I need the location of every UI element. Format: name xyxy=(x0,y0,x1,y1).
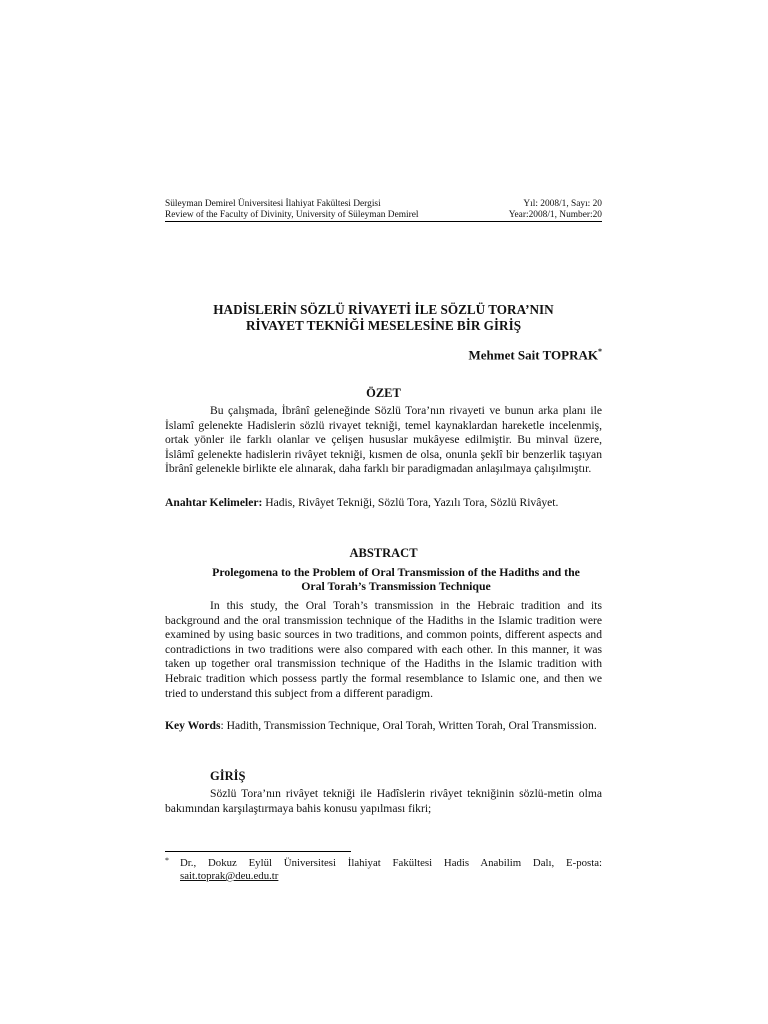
ozet-keywords-text: Hadis, Rivâyet Tekniği, Sözlü Tora, Yazılı Tora, Sözlü Rivâyet. xyxy=(262,496,559,509)
abstract-paragraph xyxy=(165,599,602,701)
abstract-heading: ABSTRACT xyxy=(349,546,418,560)
author-name xyxy=(468,347,602,363)
ozet-keywords-label: Anahtar Kelimeler: xyxy=(165,496,263,509)
ozet-heading: ÖZET xyxy=(366,386,401,400)
footnote xyxy=(165,857,602,883)
issue-info-tr: Yıl: 2008/1, Sayı: 20 xyxy=(523,199,602,209)
abstract-subtitle xyxy=(190,565,602,593)
abstract-text: In this study, the Oral Torah’s transmission in the Hebraic tradition and its background and the oral transmission technique of the Hadiths in the Islamic tradition were examined by using basic sources in two traditions, and common points, different aspects and contradictions in two traditions were also compared with each other. In this manner, it was taken up together oral transmission technique of the Hadiths in the Islamic tradition with Hebraic tradition which possess partly the formal resemblance to Islamic one, and then we tried to understand this subject from a different paradigm. xyxy=(165,599,602,700)
ozet-keywords xyxy=(165,496,602,511)
journal-header-en xyxy=(165,210,602,222)
ozet-text: Bu çalışmada, İbrânî geleneğinde Sözlü Tora’nın rivayeti ve bunun arka planı ile İslamî gelenekte Hadislerin sözlü rivayet tekniği, temel kaynaklardan hareketle incelenmiş, ortak yönler ile farklı olanlar ve çelişen hususlar mukâyese edilmiştir. Bu minval üzere, İslâmî gelenekte hadislerin rivâyet tekniği, kısmen de olsa, onunla şeklî bir benzerlik taşıyan İbrânî gelenekle birlikte ele alınarak, daha farklı bir paradigmadan anlaşılmaya çalışılmıştır. xyxy=(165,404,602,476)
author-text: Mehmet Sait TOPRAK xyxy=(468,347,598,363)
footnote-email-link[interactable]: sait.toprak@deu.edu.tr xyxy=(180,869,279,882)
ozet-paragraph xyxy=(165,404,602,477)
footnote-mark: * xyxy=(165,856,169,865)
title-line-2: RİVAYET TEKNİĞİ MESELESİNE BİR GİRİŞ xyxy=(245,318,522,333)
footnote-separator xyxy=(165,851,351,852)
footnote-text: Dr., Dokuz Eylül Üniversitesi İlahiyat Fakültesi Hadis Anabilim Dalı, E-posta: xyxy=(180,857,602,869)
issue-info-en: Year:2008/1, Number:20 xyxy=(508,210,602,220)
giris-text: Sözlü Tora’nın rivâyet tekniği ile Hadîslerin rivâyet tekniğinin sözlü-metin olma bakımından karşılaştırmaya bahis konusu yapılması fikri; xyxy=(165,787,602,815)
abstract-keywords-label: Key Words xyxy=(165,719,221,732)
article-title xyxy=(165,302,602,334)
journal-name-tr: Süleyman Demirel Üniversitesi İlahiyat Fakültesi Dergisi xyxy=(165,199,381,209)
author-footnote-mark: * xyxy=(598,347,602,356)
abstract-subtitle-line-1: Prolegomena to the Problem of Oral Transmission of the Hadiths and the xyxy=(212,565,580,579)
journal-header-tr xyxy=(165,199,602,210)
abstract-keywords-text: : Hadith, Transmission Technique, Oral Torah, Written Torah, Oral Transmission. xyxy=(220,719,597,732)
abstract-subtitle-line-2: Oral Torah’s Transmission Technique xyxy=(301,579,491,593)
journal-name-en: Review of the Faculty of Divinity, University of Süleyman Demirel xyxy=(165,210,419,220)
abstract-keywords xyxy=(165,719,602,734)
title-line-1: HADİSLERİN SÖZLÜ RİVAYETİ İLE SÖZLÜ TORA’NIN xyxy=(213,302,554,317)
giris-paragraph xyxy=(165,787,602,816)
giris-heading: GİRİŞ xyxy=(210,769,246,783)
